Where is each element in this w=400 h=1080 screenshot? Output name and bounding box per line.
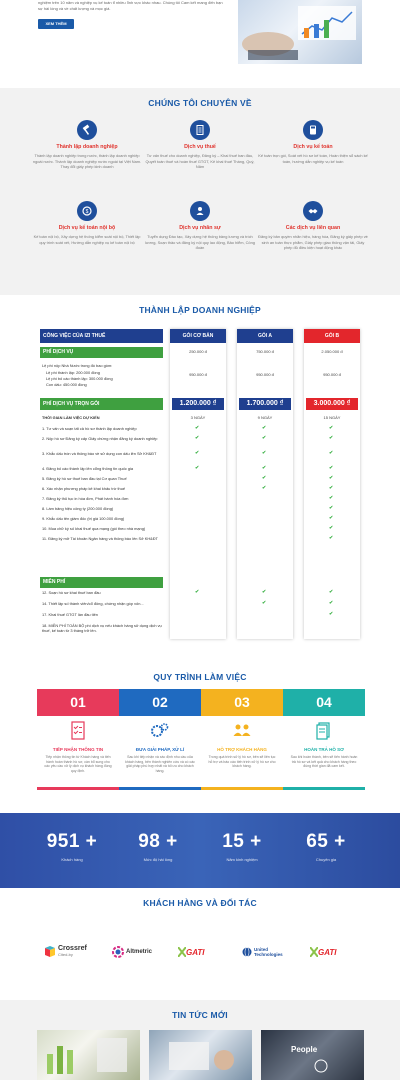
gears-icon <box>149 721 171 741</box>
services-section <box>0 88 400 295</box>
service-card[interactable] <box>254 201 372 251</box>
hero-image <box>238 0 362 64</box>
plan-name: GÓI CƠ BẢN <box>170 329 226 343</box>
coins-icon <box>77 201 97 221</box>
pricing-title: THÀNH LẬP DOANH NGHIỆP <box>139 305 261 315</box>
partner-logo-altmetric[interactable] <box>112 942 152 962</box>
task-row: 8. Làm bảng hiệu công ty (200.000 đồng) <box>42 506 114 511</box>
time-label: THỜI GIAN LÀM VIỆC DỰ KIẾN <box>42 415 100 420</box>
news-section <box>0 1000 400 1080</box>
partner-name: GATI <box>318 947 337 957</box>
checklist-icon <box>67 721 89 741</box>
step-underline <box>283 787 365 790</box>
partner-logo-united-technologies[interactable] <box>242 942 288 962</box>
people-icon <box>190 201 210 221</box>
stat-label: Mức độ hài lòng <box>143 857 173 862</box>
fee-item: Con dấu: 450.000 đồng <box>46 382 87 387</box>
service-desc: Đăng ký bản quyền nhãn hiệu, hàng hóa, Đăng ký giấy phép về sinh an toàn thực phẩm, Giấy phép giao thông vận tải, Giấy phép đủ điều kiện hoạt động khác <box>258 234 368 251</box>
plan-price: 1.700.000 ₫ <box>239 398 291 410</box>
fee-desc: Lệ phí nộp Nhà Nước trong đó bao gồm: <box>42 363 113 368</box>
free-task-row: 12. Soạn hồ sơ khai thuế ban đầu <box>42 590 101 595</box>
stat-item <box>32 831 112 862</box>
step-title: ĐƯA GIẢI PHÁP, XỬ LÍ <box>135 747 185 752</box>
plan-fee2: 950.000 đ <box>323 372 341 377</box>
stat-item <box>202 831 282 862</box>
fee-item: Lệ phí bố cáo thành lập: 300.000 đồng <box>46 376 113 381</box>
service-card[interactable] <box>28 201 146 245</box>
check-icon: ✔ <box>262 485 267 491</box>
service-desc: Thành lập doanh nghiệp trong nước, thành lập doanh nghiệp ngoài nước. Thành lập doanh nghiệp nước ngoài tại Việt Nam. Thay đổi giấy phép kinh doanh <box>32 153 142 170</box>
service-title: Thành lập doanh nghiệp <box>56 144 118 150</box>
stat-value: 15 + <box>222 831 262 852</box>
process-title: QUY TRÌNH LÀM VIỆC <box>153 672 247 682</box>
free-task-row: 18. MIỄN PHÍ TOÀN BỘ phí dịch vụ nếu khách hàng sử dụng dịch vụ thuế, kế toán từ 3 tháng trở lên. <box>42 623 162 633</box>
process-step <box>37 689 119 790</box>
step-title: TIẾP NHẬN THÔNG TIN <box>52 747 104 752</box>
check-icon: ✔ <box>329 535 334 541</box>
intro-text: nghiệm trên 10 năm và nghiệp vụ kế toán tỉ nhiều lĩnh vực khác nhau. Chúng tôi Cam kết mang đến bạn sự hài lòng và về chất lượng và mọc giá. <box>38 0 223 11</box>
stat-item <box>118 831 198 862</box>
service-card[interactable] <box>141 120 259 170</box>
fee-label: PHÍ DỊCH VỤ <box>40 347 163 358</box>
partner-name: Altmetric <box>126 949 153 955</box>
service-desc: Kế toán trọn gói, Soát xét hồ sơ kế toán, Hoàn thiện sổ sách kế toán, hướng dẫn nghiệp vụ kế toán <box>258 153 368 164</box>
partner-name: United Technologies <box>254 947 283 957</box>
globe-icon <box>242 947 252 957</box>
free-task-row: 14. Thiết lập số thành viên/cổ đông, chứng nhận góp vốn... <box>42 601 144 606</box>
svg-text:People: People <box>291 1045 318 1054</box>
check-icon: ✔ <box>195 589 200 595</box>
free-label: MIỄN PHÍ <box>40 577 163 588</box>
plan-price: 1.200.000 ₫ <box>172 398 224 410</box>
check-icon: ✔ <box>329 495 334 501</box>
process-step <box>119 689 201 790</box>
news-title: TIN TỨC MỚI <box>172 1010 228 1020</box>
plan-fee: 2.050.000 đ <box>321 349 343 354</box>
calculator-icon <box>303 120 323 140</box>
plan-days: 15 NGÀY <box>323 415 341 420</box>
step-title: HOÀN TRẢ HỒ SƠ <box>304 747 344 752</box>
service-title: Dịch vụ kế toán <box>293 144 333 150</box>
check-icon: ✔ <box>262 589 267 595</box>
check-icon: ✔ <box>262 600 267 606</box>
services-title: CHÚNG TÔI CHUYÊN VỀ <box>148 98 252 108</box>
altmetric-icon <box>112 946 124 958</box>
partners-title: KHÁCH HÀNG VÀ ĐỐI TÁC <box>143 898 257 908</box>
step-number: 03 <box>201 689 283 716</box>
files-icon <box>313 721 335 741</box>
plan-name: GÓI B <box>304 329 360 343</box>
check-icon: ✔ <box>329 600 334 606</box>
check-icon: ✔ <box>262 425 267 431</box>
check-icon: ✔ <box>195 435 200 441</box>
plan-days: 9 NGÀY <box>257 415 273 420</box>
plan-days: 3 NGÀY <box>190 415 206 420</box>
step-desc: Trong quá trình sử lý hồ sơ, bên sẽ liên tục hỗ trợ và báo cáo tiến trình xử lý hồ sơ cho khách hàng. <box>208 755 276 769</box>
stat-value: 951 + <box>46 831 98 852</box>
check-icon: ✔ <box>329 589 334 595</box>
step-number: 02 <box>119 689 201 716</box>
step-title: HỖ TRỢ KHÁCH HÀNG <box>217 747 267 752</box>
process-section <box>0 670 400 813</box>
step-desc: Sau khi hoàn thành, bên sẽ tiến hành hoàn trả hồ sơ và kết quả cho khách hàng theo đúng thời gian đã cam kết. <box>290 755 358 769</box>
check-icon: ✔ <box>262 475 267 481</box>
work-column-header: CÔNG VIỆC CỦA IZI THUẾ <box>40 329 163 343</box>
plan-fee2: 950.000 đ <box>256 372 274 377</box>
partner-sub: Cited-by <box>58 952 73 957</box>
news-thumbnail[interactable] <box>261 1030 364 1080</box>
step-underline <box>119 787 201 790</box>
stats-section <box>0 813 400 888</box>
check-icon: ✔ <box>329 465 334 471</box>
service-title: Dịch vụ nhân sự <box>179 225 221 231</box>
gati-icon <box>310 947 318 957</box>
stat-label: Năm kinh nghiệm <box>226 857 258 862</box>
check-icon: ✔ <box>262 450 267 456</box>
check-icon: ✔ <box>329 485 334 491</box>
service-title: Dịch vụ thuế <box>184 144 216 150</box>
check-icon: ✔ <box>329 475 334 481</box>
svg-text:$: $ <box>85 209 89 215</box>
partner-name: Crossref <box>58 945 87 952</box>
partners-section <box>0 888 400 1000</box>
check-icon: ✔ <box>195 450 200 456</box>
stat-label: Chuyên gia <box>315 857 337 862</box>
check-icon: ✔ <box>329 435 334 441</box>
task-row: 11. Đăng ký mở Tài khoản Ngân hàng và thông báo lên Sở KH&ĐT <box>42 536 158 541</box>
stat-item <box>286 831 366 862</box>
task-row: 5. Đăng ký hồ sơ thuế ban đầu tại Cơ quan Thuế <box>42 476 127 481</box>
step-desc: Tiếp nhận thông tin từ Khách hàng và tiến hành hoàn thành hồ sơ, cần bổ sung cho các yêu cầu xử lý dịch vụ khách hàng đúng quy định. <box>44 755 112 773</box>
partner-name: GATI <box>186 947 205 957</box>
plan-name: GÓI A <box>237 329 293 343</box>
step-number: 01 <box>37 689 119 716</box>
task-row: 9. Khắc dấu tên giám đốc (trị giá 100.000 đồng) <box>42 516 125 521</box>
task-row: 1. Tư vấn và soạn tất cả hồ sơ thành lập doanh nghiệp <box>42 426 137 431</box>
handshake-icon <box>303 201 323 221</box>
check-icon: ✔ <box>329 425 334 431</box>
stat-value: 98 + <box>138 831 178 852</box>
plan-fee: 750.000 đ <box>256 349 274 354</box>
partner-logo-crossref[interactable] <box>44 942 87 962</box>
service-card[interactable] <box>141 201 259 251</box>
gati-icon <box>178 947 186 957</box>
service-title: Các dịch vụ liên quan <box>285 225 341 231</box>
service-card[interactable] <box>254 120 372 164</box>
partner-logo-gati[interactable] <box>310 942 337 962</box>
check-icon: ✔ <box>329 525 334 531</box>
plan-fee: 250.000 đ <box>189 349 207 354</box>
task-row: 3. Khắc dấu tròn và thông báo về sử dụng con dấu lên Sở KH&ĐT <box>42 451 157 456</box>
service-desc: Tư vấn thuế cho doanh nghiệp, Đăng ký – Khai thuế ban đầu, Quyết toán thuế và hoàn thuế GTGT, Kê khai thuế Tháng, Quý, Năm <box>145 153 255 170</box>
service-desc: Kế toán nội bộ, Xây dựng hệ thống kiểm soát nội bộ, Thiết lập quy trình soát xét, Hướng dẫn nghiệp vụ kế toán nội bộ <box>33 234 141 245</box>
process-step <box>201 689 283 790</box>
step-desc: Sau khi tiếp nhận và xác định nhu cầu của khách hàng, bên thành nghiên cứu và có các giải pháp phù hợp nhất và tối ưu cho khách hàng. <box>125 755 195 773</box>
crossref-icon <box>44 946 56 958</box>
service-desc: Tuyển dụng Đào tạo, Xây dựng hệ thống bảng lương và trích lương, Soạn thảo và đăng ký nội quy lao động, Bảo hiểm, Công đoàn <box>145 234 255 251</box>
stat-value: 65 + <box>306 831 346 852</box>
news-thumbnail[interactable] <box>149 1030 252 1080</box>
intro-section <box>0 0 400 88</box>
check-icon: ✔ <box>195 425 200 431</box>
fee-item: Lệ phí thành lập: 200.000 đồng <box>46 370 100 375</box>
step-underline <box>201 787 283 790</box>
gavel-icon <box>77 120 97 140</box>
see-more-button[interactable]: XEM THÊM <box>38 19 74 29</box>
step-number: 04 <box>283 689 365 716</box>
package-label: PHÍ DỊCH VỤ TRỌN GÓI <box>40 398 163 410</box>
partner-logo-gati[interactable] <box>178 942 205 962</box>
people-icon <box>231 721 253 741</box>
stat-label: Khách hàng <box>61 857 83 862</box>
task-row: 10. Mua chữ ký số khai thuế qua mạng (gói theo nhà mạng) <box>42 526 146 531</box>
task-row: 6. Xác nhận phương pháp kê khai khấu trừ thuế <box>42 486 126 491</box>
news-thumbnail[interactable] <box>37 1030 140 1080</box>
service-card[interactable] <box>28 120 146 170</box>
document-icon <box>190 120 210 140</box>
plan-fee2: 950.000 đ <box>189 372 207 377</box>
check-icon: ✔ <box>262 435 267 441</box>
task-row: 2. Nộp hồ sơ Đăng ký cấp Giấy chứng nhận đăng ký doanh nghiệp <box>42 436 158 441</box>
free-task-row: 17. Khai thuế GTGT lần đầu tiên <box>42 612 98 617</box>
task-row: 4. Đăng bố cáo thành lập lên cổng thông tin quốc gia <box>42 466 134 471</box>
pricing-section <box>0 295 400 670</box>
check-icon: ✔ <box>329 611 334 617</box>
check-icon: ✔ <box>329 515 334 521</box>
check-icon: ✔ <box>329 450 334 456</box>
step-underline <box>37 787 119 790</box>
check-icon: ✔ <box>262 465 267 471</box>
check-icon: ✔ <box>329 505 334 511</box>
plan-price: 3.000.000 ₫ <box>306 398 358 410</box>
task-row: 7. Đăng ký thủ tục in hóa đơn, Phát hành hóa đơn <box>42 496 129 501</box>
service-title: Dịch vụ kế toán nội bộ <box>58 225 116 231</box>
process-step <box>283 689 365 790</box>
check-icon: ✔ <box>195 465 200 471</box>
